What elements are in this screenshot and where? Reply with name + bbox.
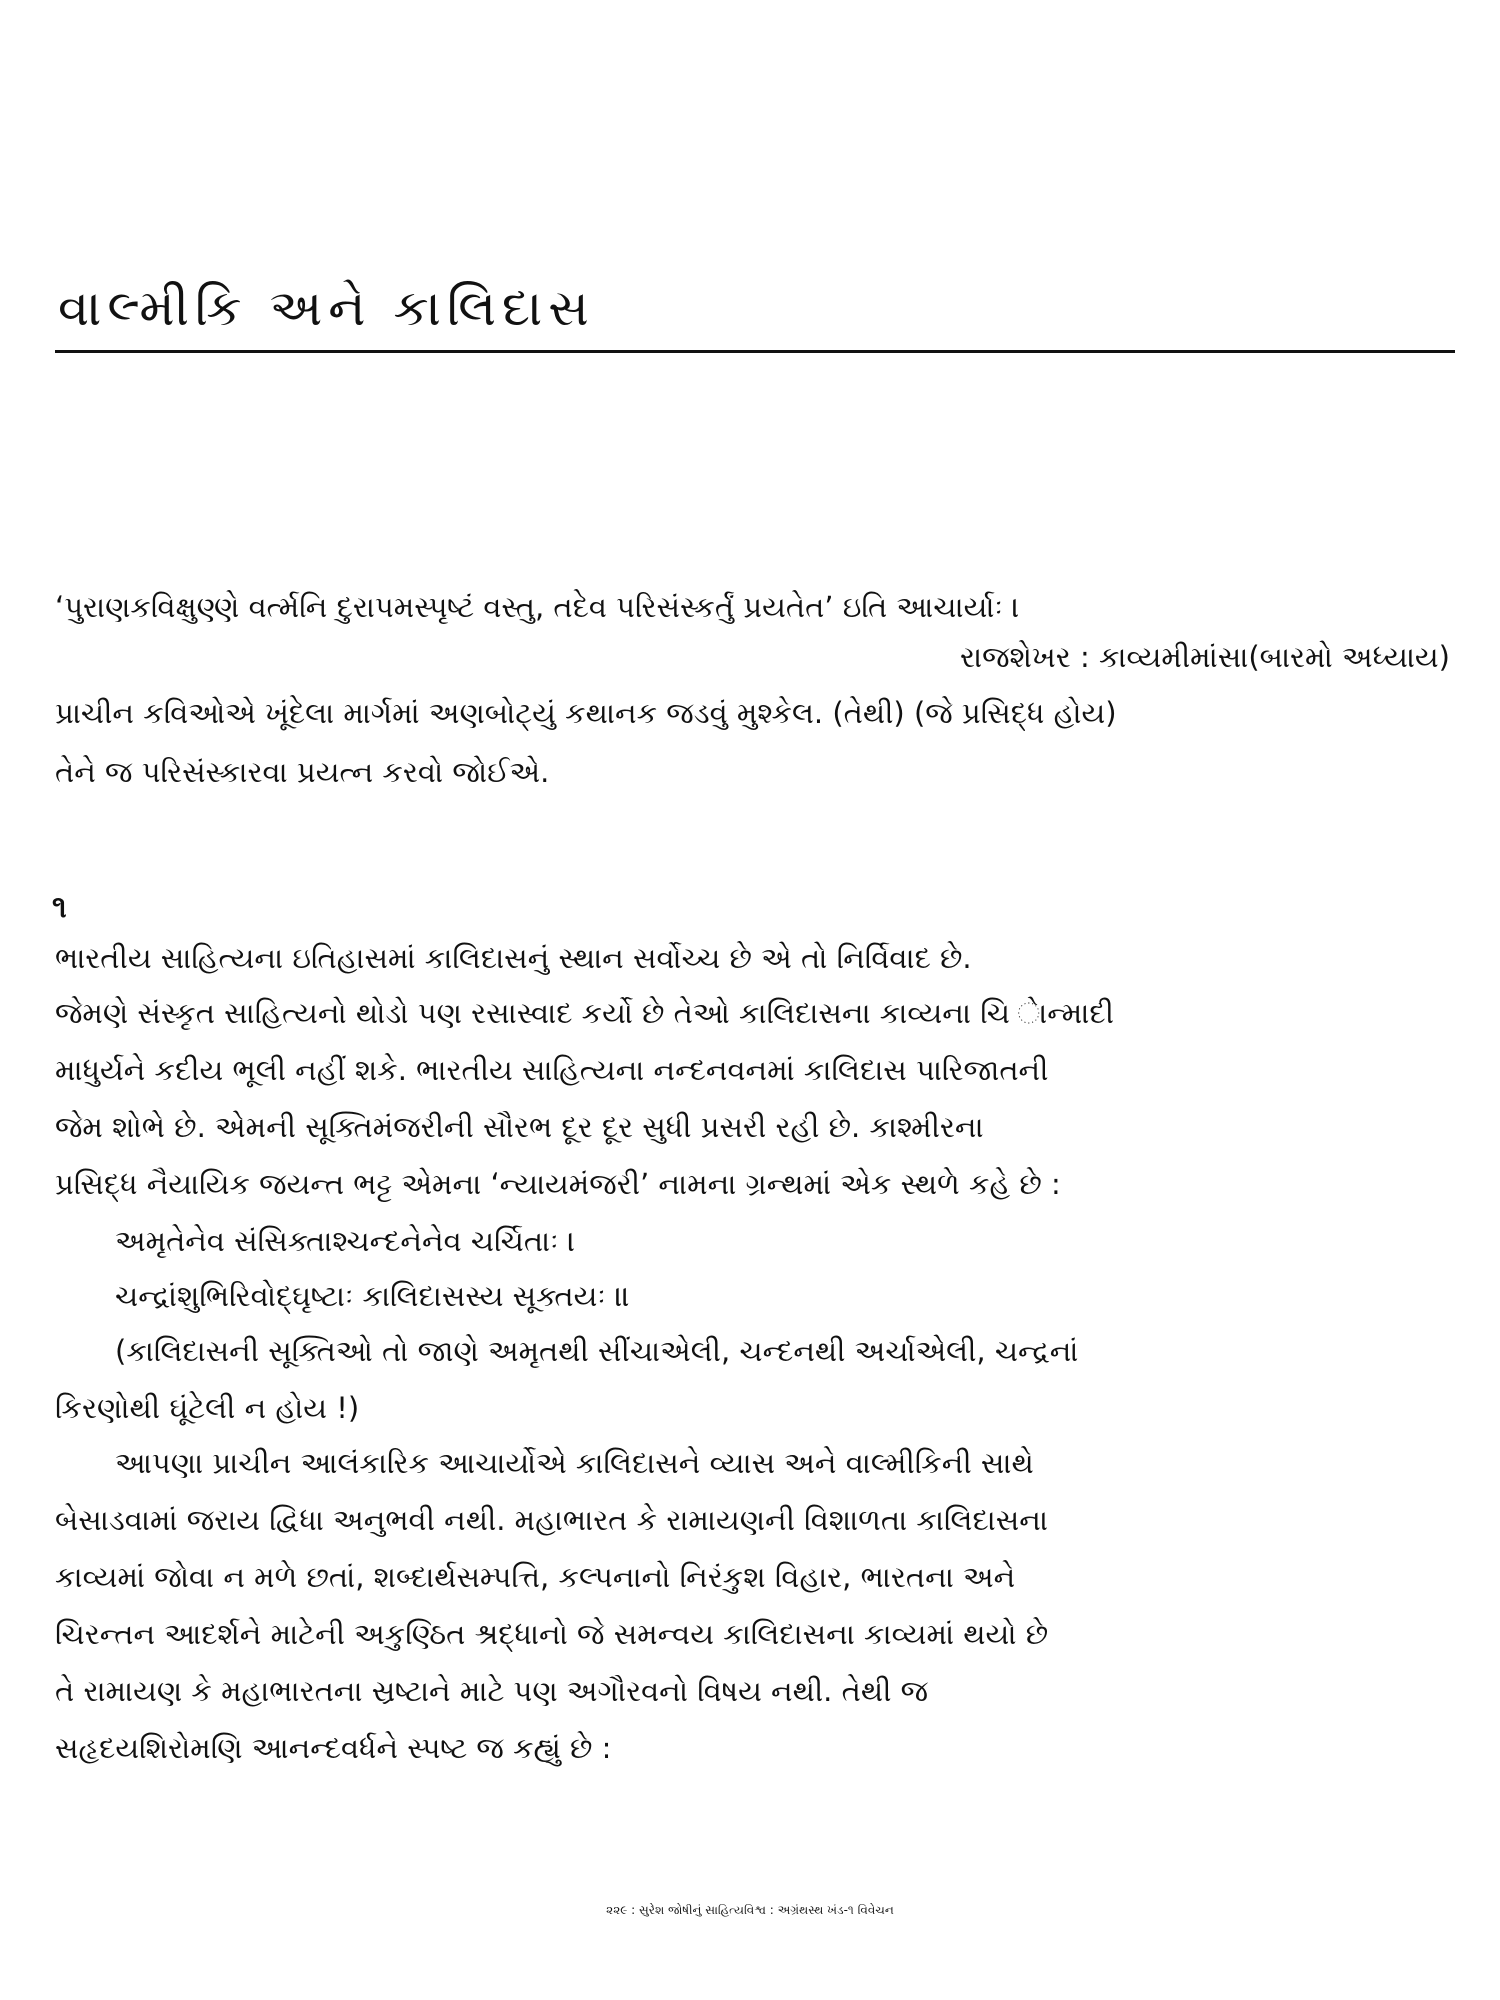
body-line: તે રામાયણ કે મહાભારતના સ્રષ્ટાને માટે પણ અગૌરવનો વિષય નથી. તેથી જ	[55, 1674, 929, 1708]
epigraph-quote: ‘પુરાણકવિક્ષુણ્ણે વર્ત્મનિ દુરાપમસ્પૃષ્ટં વસ્તુ, તદેવ પરિસંસ્કર્તું પ્રયતેત’ ઇતિ આચાર્યાઃ ।	[55, 590, 1020, 624]
body-line: આપણા પ્રાચીન આલંકારિક આચાર્યોએ કાલિદાસને વ્યાસ અને વાલ્મીકિની સાથે	[115, 1446, 1034, 1480]
verse-line: ચન્દ્રાંશુભિરિવોદ્‌ઘૃષ્ટાઃ કાલિદાસસ્ય સૂક્તયઃ ॥	[115, 1279, 631, 1313]
body-line: કાવ્યમાં જોવા ન મળે છતાં, શબ્દાર્થસમ્પત્તિ, કલ્પનાનો નિરંકુશ વિહાર, ભારતના અને	[55, 1560, 1016, 1594]
epigraph-source: રાજશેખર : કાવ્યમીમાંસા(બારમો અધ્યાય)	[960, 640, 1450, 674]
body-line: ચિરન્તન આદર્શને માટેની અકુણ્ઠિત શ્રદ્ધાનો જે સમન્વય કાલિદાસના કાવ્યમાં થયો છે	[55, 1617, 1049, 1651]
section-number: ૧	[52, 890, 67, 925]
epigraph-translation-line: પ્રાચીન કવિઓએ ખૂંદેલા માર્ગમાં અણબોટ્યું કથાનક જડવું મુશ્કેલ. (તેથી) (જે પ્રસિદ્ધ હોય)	[55, 696, 1117, 730]
title-underline	[55, 350, 1455, 353]
body-line: ભારતીય સાહિત્યના ઇતિહાસમાં કાલિદાસનું સ્થાન સર્વોચ્ચ છે એ તો નિર્વિવાદ છે.	[55, 941, 972, 975]
body-line: બેસાડવામાં જરાય દ્વિધા અનુભવી નથી. મહાભારત કે રામાયણની વિશાળતા કાલિદાસના	[55, 1503, 1048, 1537]
verse-gloss-line: (કાલિદાસની સૂક્તિઓ તો જાણે અમૃતથી સીંચાએલી, ચન્દનથી અર્ચાએલી, ચન્દ્રનાં	[115, 1334, 1079, 1368]
verse-line: અમૃતેનેવ સંસિક્તાશ્ચન્દનેનેવ ચર્ચિતાઃ ।	[115, 1224, 576, 1258]
body-line: સહૃદયશિરોમણિ આનન્દવર્ધને સ્પષ્ટ જ કહ્યું છે :	[55, 1731, 612, 1765]
body-line: જેમ શોભે છે. એમની સૂક્તિમંજરીની સૌરભ દૂર દૂર સુધી પ્રસરી રહી છે. કાશ્મીરના	[55, 1110, 984, 1144]
verse-gloss-line: કિરણોથી ઘૂંટેલી ન હોય !)	[55, 1391, 360, 1425]
body-line: પ્રસિદ્ધ નૈયાયિક જયન્ત ભટ્ટ એમના ‘ન્યાયમંજરી’ નામના ગ્રન્થમાં એક સ્થળે કહે છે :	[55, 1167, 1061, 1201]
body-line: માધુર્યને કદીય ભૂલી નહીં શકે. ભારતીય સાહિત્યના નન્દનવનમાં કાલિદાસ પારિજાતની	[55, 1053, 1049, 1087]
epigraph-translation-line: તેને જ પરિસંસ્કારવા પ્રયત્ન કરવો જોઈએ.	[55, 755, 550, 789]
chapter-title: વાલ્મીકિ અને કાલિદાસ	[58, 279, 595, 337]
page-footer: ૨૨૯ : સુરેશ જોષીનું સાહિત્યવિશ્વ : અગ્રંથસ્થ ખંડ-૧ વિવેચન	[606, 1903, 894, 1917]
body-line: જેમણે સંસ્કૃત સાહિત્યનો થોડો પણ રસાસ્વાદ કર્યો છે તેઓ કાલિદાસના કાવ્યના ચિ ાેન્માદી	[55, 996, 1114, 1030]
